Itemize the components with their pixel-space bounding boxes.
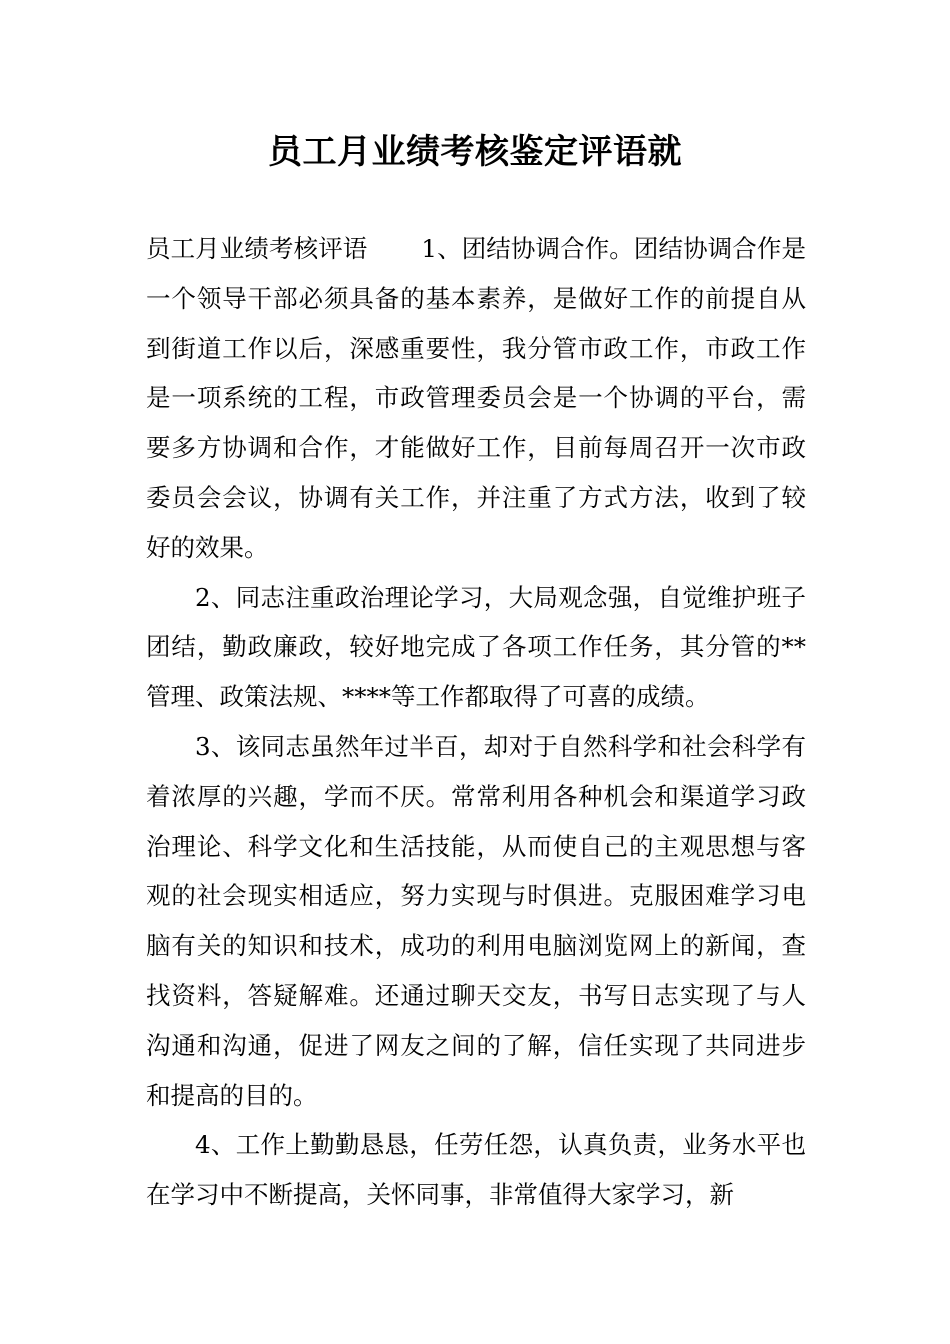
paragraph-1-text: 1、团结协调合作。团结协调合作是一个领导干部必须具备的基本素养，是做好工作的前提自从到街道工作以后，深感重要性，我分管市政工作，市政工作是一项系统的工程，市政管理委员会是一个协调的平台，需要多方协调和合作，才能做好工作，目前每周召开一次市政委员会会议，协调有关工作，并注重了方式方法，收到了较好的效果。	[146, 234, 806, 562]
document-title: 员工月业绩考核鉴定评语就	[268, 132, 682, 172]
paragraph-3: 3、该同志虽然年过半百，却对于自然科学和社会科学有着浓厚的兴趣，学而不厌。常常利用各种机会和渠道学习政治理论、科学文化和生活技能，从而使自己的主观思想与客观的社会现实相适应，努力实现与时俱进。克服困难学习电脑有关的知识和技术，成功的利用电脑浏览网上的新闻，查找资料，答疑解难。还通过聊天交友，书写日志实现了与人沟通和沟通，促进了网友之间的了解，信任实现了共同进步和提高的目的。	[146, 731, 806, 1110]
paragraph-4: 4、工作上勤勤恳恳，任劳任怨，认真负责，业务水平也在学习中不断提高，关怀同事，非常值得大家学习，新	[146, 1130, 806, 1210]
paragraph-1	[146, 224, 806, 573]
paragraph-2: 2、同志注重政治理论学习，大局观念强，自觉维护班子团结，勤政廉政，较好地完成了各项工作任务，其分管的**管理、政策法规、****等工作都取得了可喜的成绩。	[146, 582, 806, 712]
intro-label: 员工月业绩考核评语	[146, 234, 368, 263]
document-body	[146, 224, 806, 1220]
